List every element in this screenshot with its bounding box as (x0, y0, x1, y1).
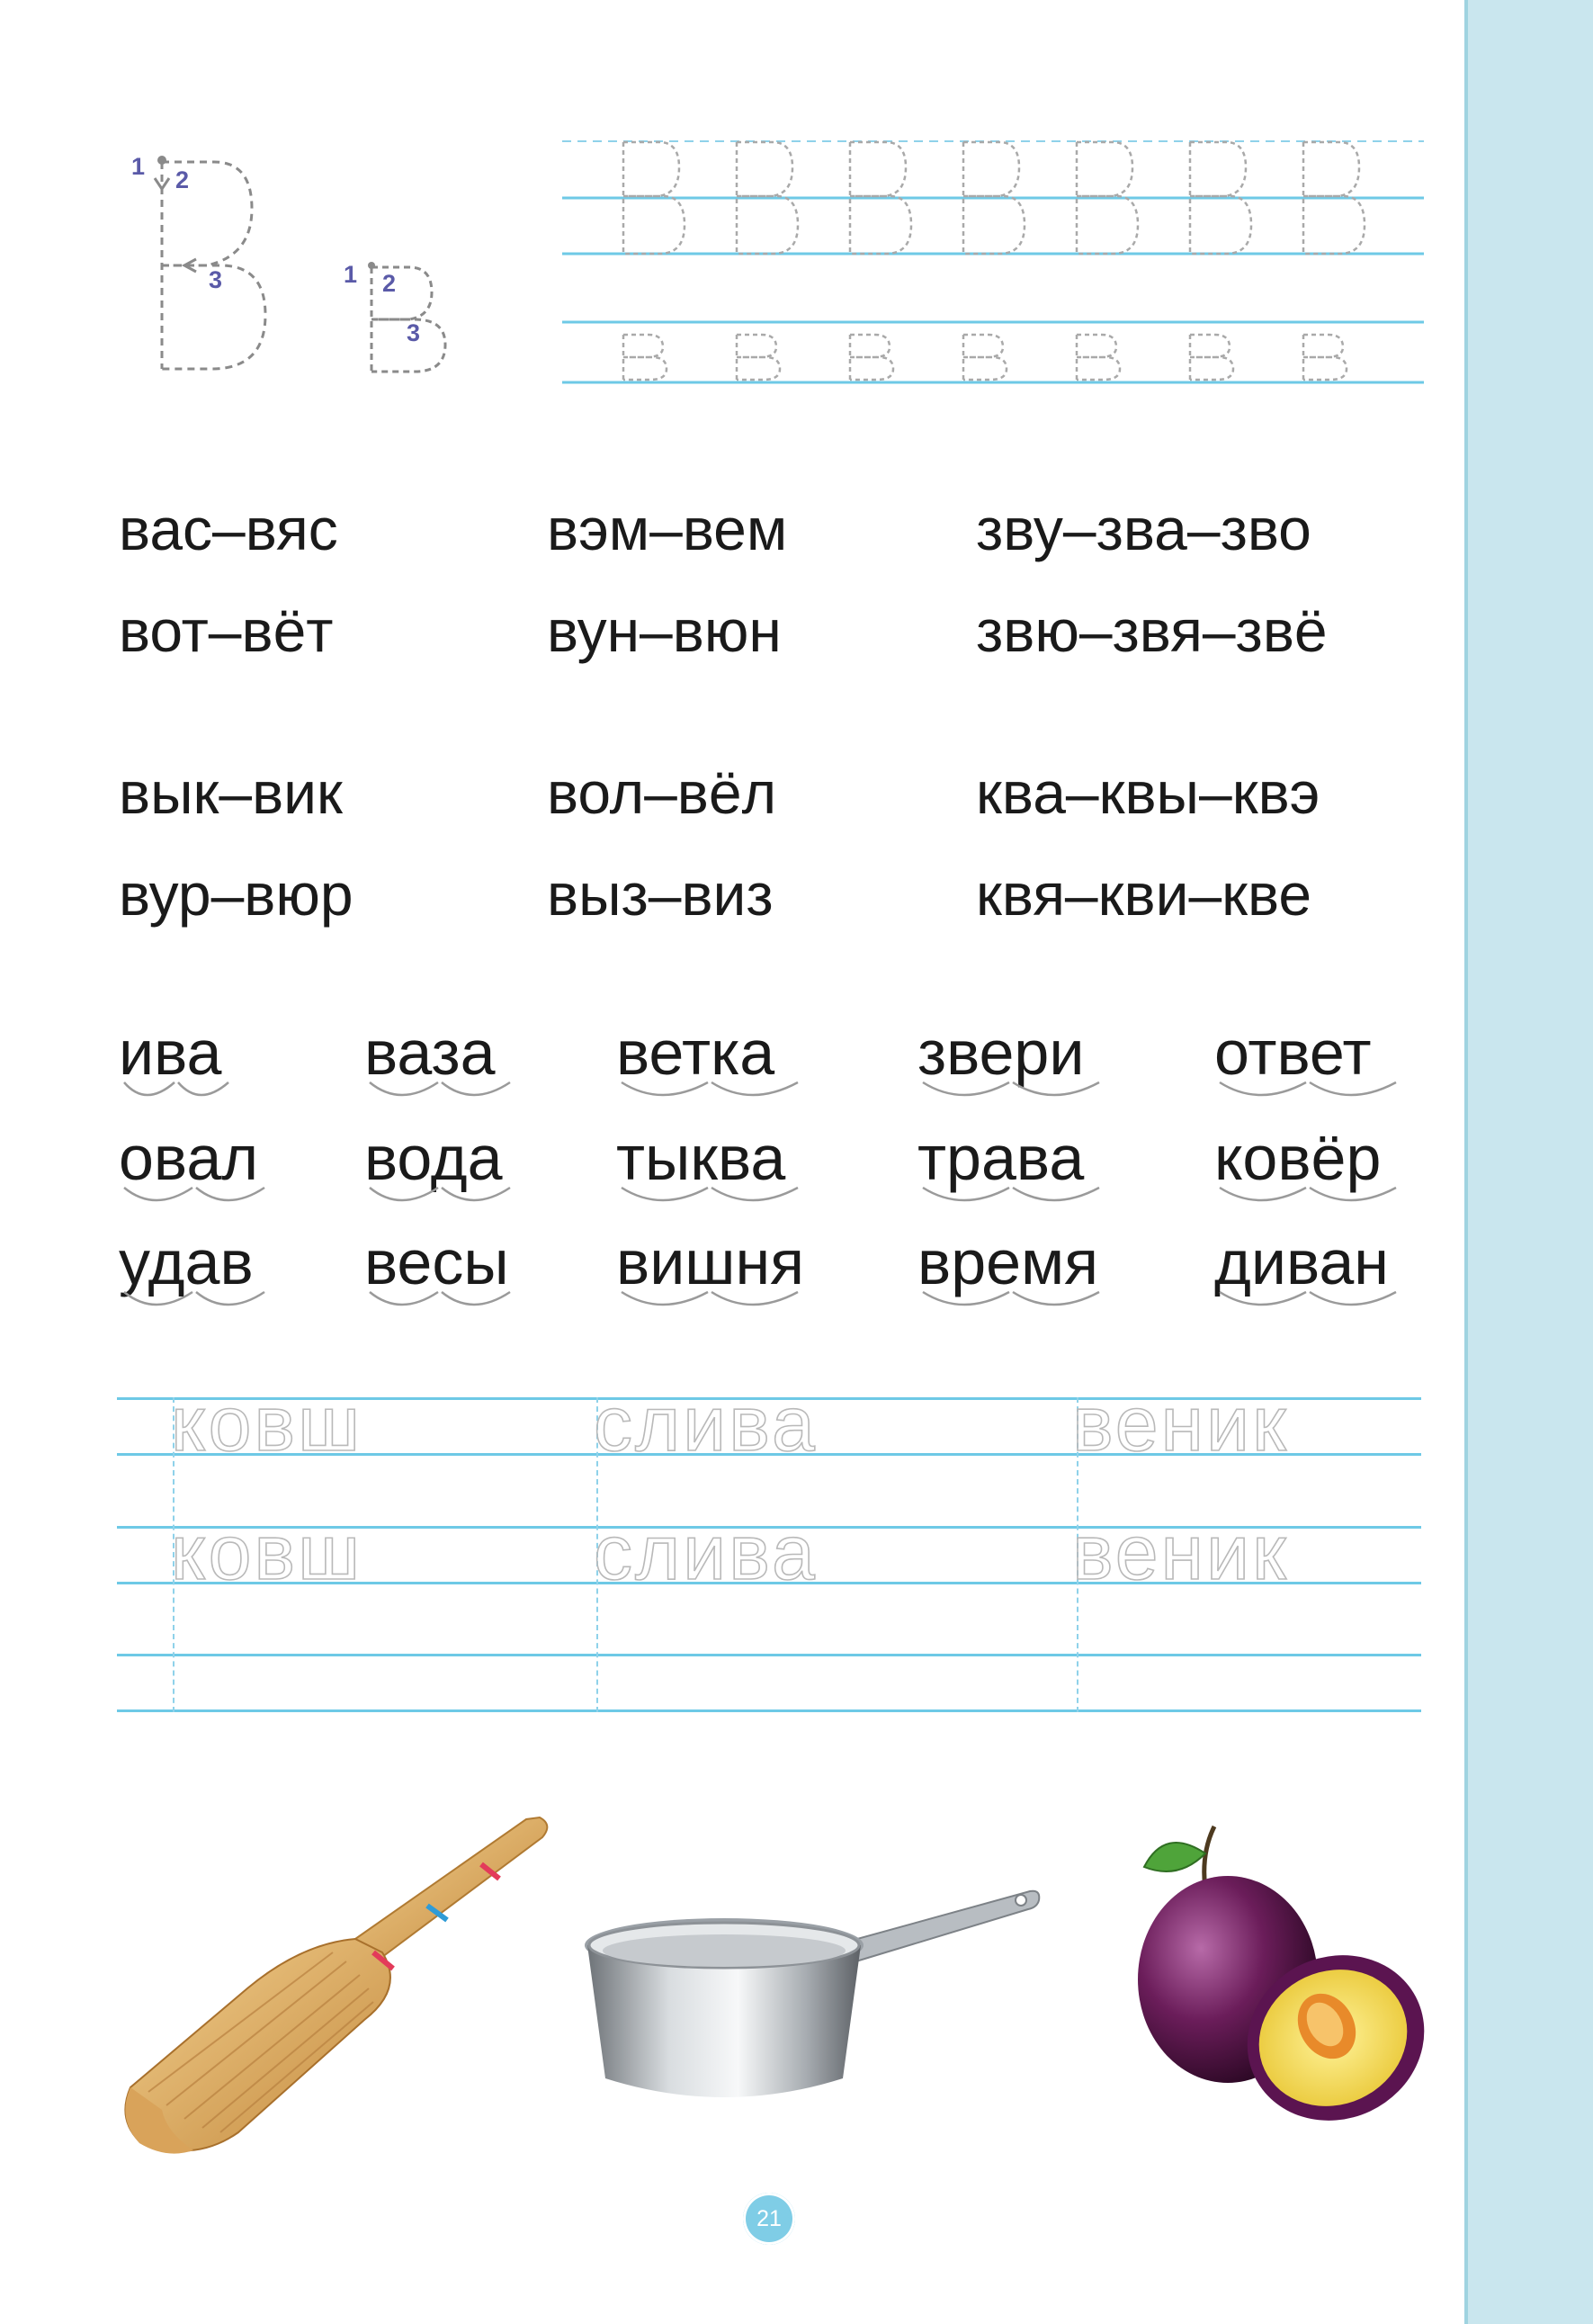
syllable-1-3: вык–вик (119, 759, 343, 826)
syllable-arcs (364, 1077, 517, 1104)
syllable-1-4: вур–вюр (119, 861, 354, 928)
syllable-arcs (917, 1287, 1106, 1314)
syllable-arcs (616, 1287, 805, 1314)
dotted-lowercase-letter (737, 335, 780, 380)
syllable-2-1: вэм–вем (547, 496, 788, 562)
saucepan-image (580, 1880, 1048, 2114)
reading-word: ива (119, 1018, 222, 1088)
syllable-1-2: вот–вёт (119, 597, 334, 664)
page-number: 21 (743, 2193, 795, 2245)
tracing-word-venik: веник (1072, 1381, 1289, 1467)
reading-word: ковёр (1214, 1123, 1382, 1193)
reading-word: ветка (616, 1018, 775, 1088)
dotted-lowercase-letter (850, 335, 893, 380)
syllable-3-1: зву–зва–зво (976, 496, 1311, 562)
syllable-arcs (917, 1182, 1106, 1209)
dotted-lowercase-letter (1303, 335, 1347, 380)
reading-word: тыква (616, 1123, 786, 1193)
plum-image (1133, 1817, 1430, 2123)
writing-line (117, 1709, 1421, 1712)
syllable-arcs (119, 1077, 236, 1104)
syllable-arcs (917, 1077, 1106, 1104)
syllable-2-4: выз–виз (547, 861, 774, 928)
syllable-2-2: вун–вюн (547, 597, 782, 664)
dotted-lowercase-letter (623, 335, 667, 380)
reading-word: ответ (1214, 1018, 1372, 1088)
syllable-3-3: ква–квы–квэ (976, 759, 1320, 826)
reading-word: трава (917, 1123, 1085, 1193)
syllable-arcs (616, 1077, 805, 1104)
syllable-arcs (1214, 1077, 1403, 1104)
dotted-lowercase-letter (1077, 335, 1120, 380)
reading-word: удав (119, 1227, 254, 1297)
dotted-lowercase-letter (963, 335, 1007, 380)
syllable-1-1: вас–вяс (119, 496, 338, 562)
reading-word: вишня (616, 1227, 805, 1297)
upper-step-1: 1 (131, 153, 146, 180)
syllable-arcs (1214, 1182, 1403, 1209)
letter-tracing-lines (562, 135, 1426, 396)
tracing-word-kovsh: ковш (171, 1510, 363, 1596)
tracing-word-venik: веник (1072, 1510, 1289, 1596)
right-margin-band (1468, 0, 1593, 2324)
reading-word: звери (917, 1018, 1085, 1088)
reading-word: время (917, 1227, 1099, 1297)
tracing-word-sliva: слива (594, 1510, 818, 1596)
lower-step-1: 1 (344, 261, 358, 288)
writing-line (117, 1654, 1421, 1656)
reading-word: овал (119, 1123, 259, 1193)
syllable-arcs (616, 1182, 805, 1209)
broom-image (112, 1808, 562, 2168)
syllable-arcs (1214, 1287, 1403, 1314)
lower-step-2: 2 (382, 270, 397, 297)
lower-step-3: 3 (407, 319, 421, 346)
syllable-arcs (119, 1182, 272, 1209)
syllable-arcs (119, 1287, 272, 1314)
upper-step-2: 2 (175, 166, 190, 193)
syllable-3-4: квя–кви–кве (976, 861, 1312, 928)
syllable-arcs (364, 1182, 517, 1209)
tracing-word-sliva: слива (594, 1381, 818, 1467)
reading-word: весы (364, 1227, 509, 1297)
tracing-word-kovsh: ковш (171, 1381, 363, 1467)
syllable-arcs (364, 1287, 517, 1314)
dotted-lowercase-letter (1190, 335, 1233, 380)
syllable-2-3: вол–вёл (547, 759, 777, 826)
reading-word: вода (364, 1123, 503, 1193)
upper-step-3: 3 (209, 266, 223, 293)
uppercase-letter-stroke-guide (135, 144, 279, 387)
reading-word: диван (1214, 1227, 1389, 1297)
syllable-3-2: звю–звя–звё (976, 597, 1328, 664)
reading-word: ваза (364, 1018, 496, 1088)
